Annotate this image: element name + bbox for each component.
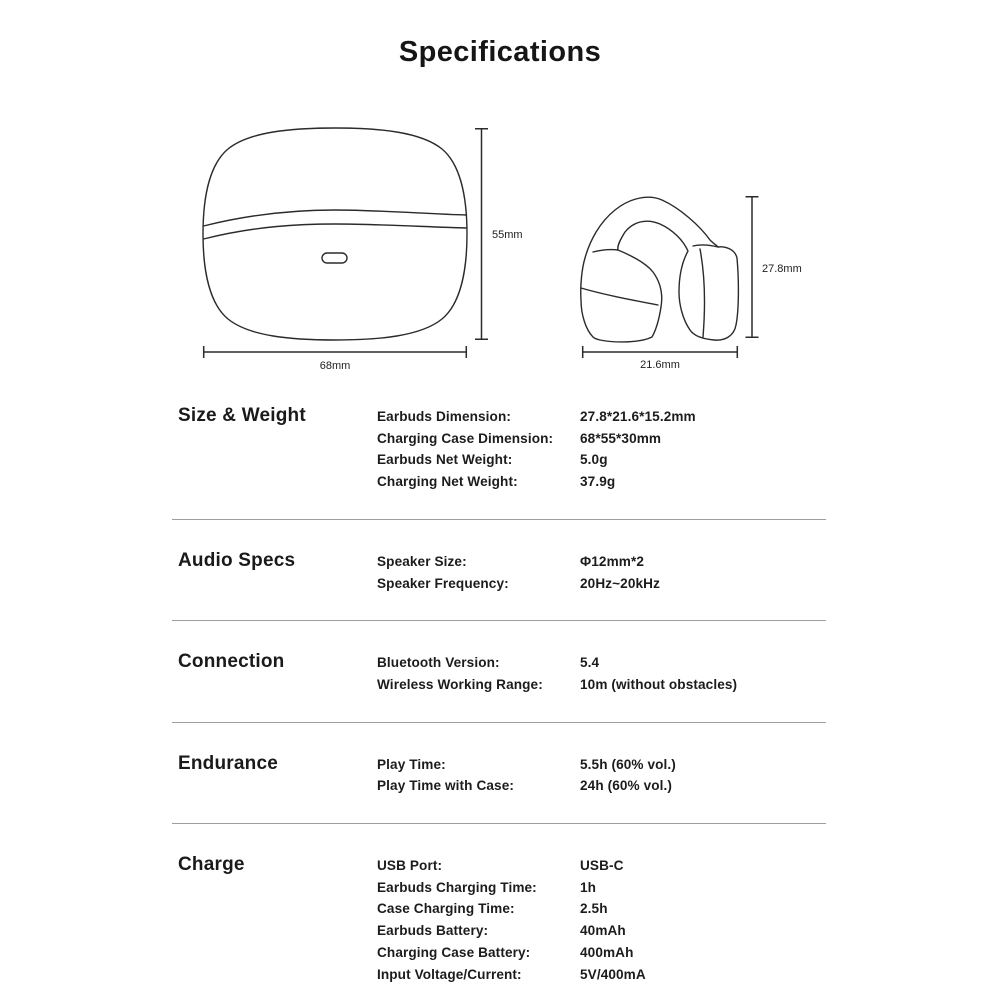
spec-label: Charging Case Battery:: [377, 944, 531, 960]
spec-value: 68*55*30mm: [580, 430, 662, 446]
case-width-dimension: [204, 346, 467, 372]
spec-row: [377, 775, 826, 797]
spec-row: [377, 898, 826, 920]
spec-value: 20Hz~20kHz: [580, 575, 660, 591]
spec-value: USB-C: [580, 858, 624, 874]
spec-row: [377, 471, 826, 493]
spec-row: [377, 964, 826, 986]
section-title: Audio Specs: [178, 549, 296, 571]
spec-row: [377, 652, 826, 674]
earbud-height-label: 27.8mm: [762, 263, 802, 275]
spec-label: Earbuds Charging Time:: [377, 879, 537, 895]
spec-value: 400mAh: [580, 944, 634, 960]
earbud-width-dimension: [583, 346, 738, 371]
spec-row: [377, 674, 826, 696]
spec-label: Speaker Size:: [377, 553, 467, 569]
spec-row: [377, 877, 826, 899]
section-title: Connection: [178, 651, 285, 673]
spec-value: 2.5h: [580, 901, 608, 917]
spec-value: Φ12mm*2: [580, 553, 645, 569]
section-connection: [172, 620, 826, 721]
section-charge: [172, 823, 826, 1000]
spec-row: [377, 855, 826, 877]
spec-label: Wireless Working Range:: [377, 676, 543, 692]
spec-table: [172, 390, 826, 1000]
case-width-label: 68mm: [319, 360, 351, 372]
page-title: Specifications: [398, 36, 602, 68]
earbud-height-dimension: [746, 197, 802, 338]
earbud-width-label: 21.6mm: [640, 359, 680, 371]
case-indicator-slot: [322, 253, 347, 263]
spec-value: 5V/400mA: [580, 966, 646, 982]
section-rows: [377, 854, 826, 985]
spec-row: [377, 754, 826, 776]
charging-case-drawing: [203, 128, 467, 340]
section-title: Charge: [178, 854, 245, 876]
spec-value: 5.5h (60% vol.): [580, 756, 676, 772]
earbud-drawing: [581, 197, 739, 342]
spec-label: Charging Net Weight:: [377, 474, 518, 490]
spec-label: Play Time with Case:: [377, 778, 514, 794]
spec-value: 5.0g: [580, 452, 608, 468]
section-size-weight: [172, 390, 826, 519]
spec-value: 37.9g: [580, 474, 616, 490]
spec-value: 24h (60% vol.): [580, 778, 673, 794]
spec-row: [377, 551, 826, 573]
spec-row: [377, 920, 826, 942]
spec-label: Bluetooth Version:: [377, 655, 500, 671]
spec-value: 1h: [580, 879, 597, 895]
spec-label: Charging Case Dimension:: [377, 430, 554, 446]
spec-label: Earbuds Battery:: [377, 923, 489, 939]
spec-label: Earbuds Net Weight:: [377, 452, 513, 468]
section-title: Size & Weight: [178, 405, 306, 426]
spec-label: Speaker Frequency:: [377, 575, 509, 591]
section-rows: [377, 550, 826, 594]
spec-value: 40mAh: [580, 923, 626, 939]
section-rows: [377, 405, 826, 493]
spec-label: Input Voltage/Current:: [377, 966, 522, 982]
case-height-label: 55mm: [492, 229, 523, 241]
spec-value: 5.4: [580, 655, 600, 671]
case-height-dimension: [475, 129, 523, 340]
spec-label: Case Charging Time:: [377, 901, 515, 917]
spec-label: Earbuds Dimension:: [377, 409, 511, 424]
spec-row: [377, 942, 826, 964]
section-title: Endurance: [178, 752, 278, 774]
section-rows: [377, 651, 826, 695]
section-audio-specs: [172, 519, 826, 620]
spec-value: 10m (without obstacles): [580, 676, 738, 692]
spec-label: USB Port:: [377, 858, 443, 874]
section-endurance: [172, 722, 826, 823]
spec-row: [377, 406, 826, 428]
section-rows: [377, 753, 826, 797]
product-dimension-diagrams: [0, 0, 1000, 385]
spec-row: [377, 573, 826, 595]
spec-row: [377, 449, 826, 471]
spec-value: 27.8*21.6*15.2mm: [580, 409, 696, 424]
spec-label: Play Time:: [377, 756, 446, 772]
spec-row: [377, 428, 826, 450]
